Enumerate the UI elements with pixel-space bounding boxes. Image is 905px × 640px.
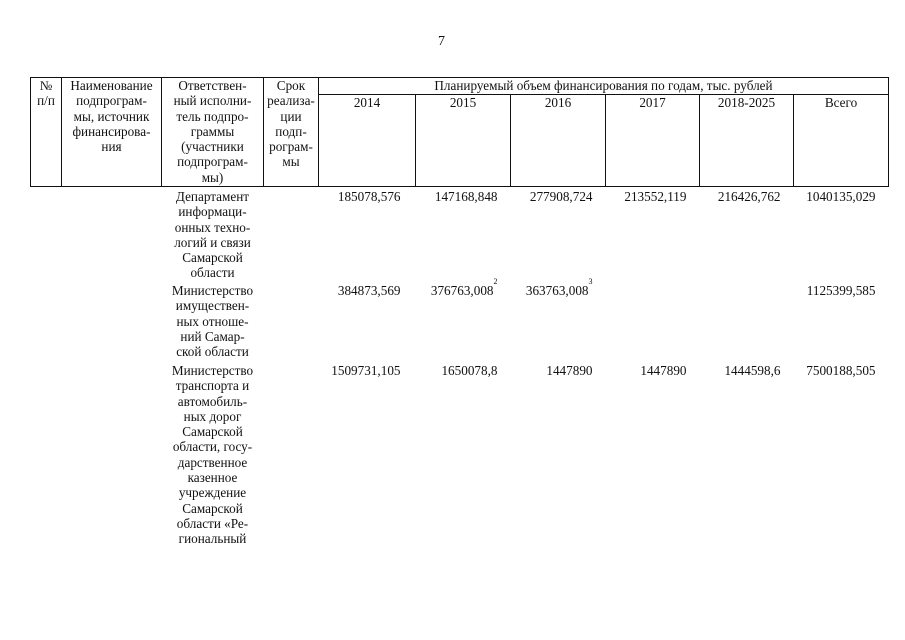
row-value-2015: 376763,008$^2$: [430, 277, 498, 298]
header-year-2015: 2015: [416, 95, 511, 187]
header-year-2017: 2017: [606, 95, 700, 187]
row-value-2014: 1509731,105: [331, 363, 401, 378]
row-value-total: 1125399,585: [806, 283, 876, 298]
header-executor: Ответствен- ный исполни- тель подпро- граммы (участники подпрограм- мы): [162, 78, 264, 187]
footnote-mark: 3: [588, 277, 593, 286]
financing-table: [30, 77, 889, 547]
row-value-2017: 1447890: [640, 363, 687, 378]
row-value-2018-2025: 1444598,6: [724, 363, 781, 378]
row-value-2015: 1650078,8: [441, 363, 498, 378]
header-term: Срок реализа- ции подп- рограм- мы: [264, 78, 319, 187]
header-total: Всего: [794, 95, 889, 187]
header-year-2018-2025: 2018-2025: [700, 95, 794, 187]
row-value-2016: 277908,724: [529, 189, 593, 204]
header-year-2016: 2016: [511, 95, 606, 187]
page-number: 7: [438, 34, 445, 49]
row-executor: Департамент информаци- онных техно- логий и связи Самарской области: [174, 189, 251, 281]
row-value-total: 7500188,505: [806, 363, 876, 378]
row-value-2015: 147168,848: [434, 189, 498, 204]
header-year-2014: 2014: [319, 95, 416, 187]
row-value-2016: 363763,008$^3$: [525, 277, 593, 298]
table-row: [31, 281, 889, 361]
header-name: Наименование подпрограм- мы, источник финансирова- ния: [62, 78, 162, 187]
table-row: [31, 361, 889, 547]
row-value-total: 1040135,029: [806, 189, 876, 204]
row-value-2016: 1447890: [546, 363, 593, 378]
table-row: [31, 187, 889, 282]
row-value-2014: 384873,569: [337, 283, 401, 298]
row-value-2018-2025: [700, 281, 794, 361]
header-number: № п/п: [31, 78, 62, 187]
row-executor: Министерство транспорта и автомобиль- ных дорог Самарской области, госу- дарственное казенное учреждение Самарской области «Ре- гиональный: [171, 363, 254, 547]
row-value-2018-2025: 216426,762: [717, 189, 781, 204]
row-value-2014: 185078,576: [337, 189, 401, 204]
row-executor: Министерство имуществен- ных отноше- ний Самар- ской области: [171, 283, 254, 360]
header-planned: Планируемый объем финансирования по годам, тыс. рублей: [319, 78, 889, 95]
footnote-mark: 2: [493, 277, 498, 286]
row-value-2017: 213552,119: [624, 189, 687, 204]
row-value-2017: [606, 281, 700, 361]
